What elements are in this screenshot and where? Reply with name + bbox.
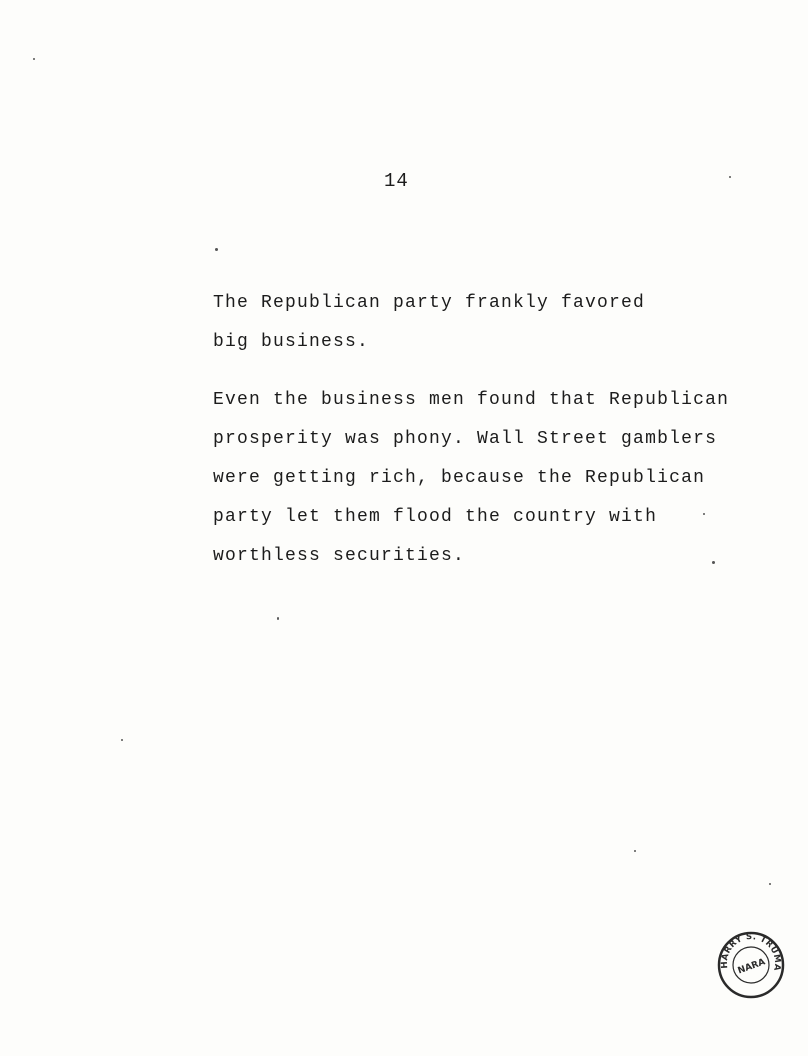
text-line: The Republican party frankly favored xyxy=(213,293,646,313)
text-line: were getting rich, because the Republican xyxy=(213,468,706,488)
page-number: 14 xyxy=(384,170,409,192)
stamp-outer-text: HARRY S. TRUMA xyxy=(719,931,783,972)
text-line: big business. xyxy=(213,332,370,352)
scan-speck xyxy=(712,561,715,564)
scan-speck xyxy=(769,883,771,885)
archive-stamp xyxy=(716,930,786,1000)
scan-speck xyxy=(703,513,705,515)
scan-speck xyxy=(277,617,279,620)
scan-speck xyxy=(215,248,218,251)
stamp-inner-text: NARA xyxy=(736,957,767,977)
text-line: worthless securities. xyxy=(213,546,466,566)
scan-speck xyxy=(121,739,123,741)
text-line: prosperity was phony. Wall Street gamblers xyxy=(213,429,718,449)
scan-speck xyxy=(33,58,35,60)
paragraph-1 xyxy=(213,284,645,362)
paragraph-2 xyxy=(213,381,729,576)
archive-seal-icon xyxy=(716,930,786,1000)
text-line: Even the business men found that Republican xyxy=(213,390,730,410)
scan-speck xyxy=(729,176,731,178)
text-line: party let them flood the country with xyxy=(213,507,658,527)
scan-speck xyxy=(634,850,636,852)
